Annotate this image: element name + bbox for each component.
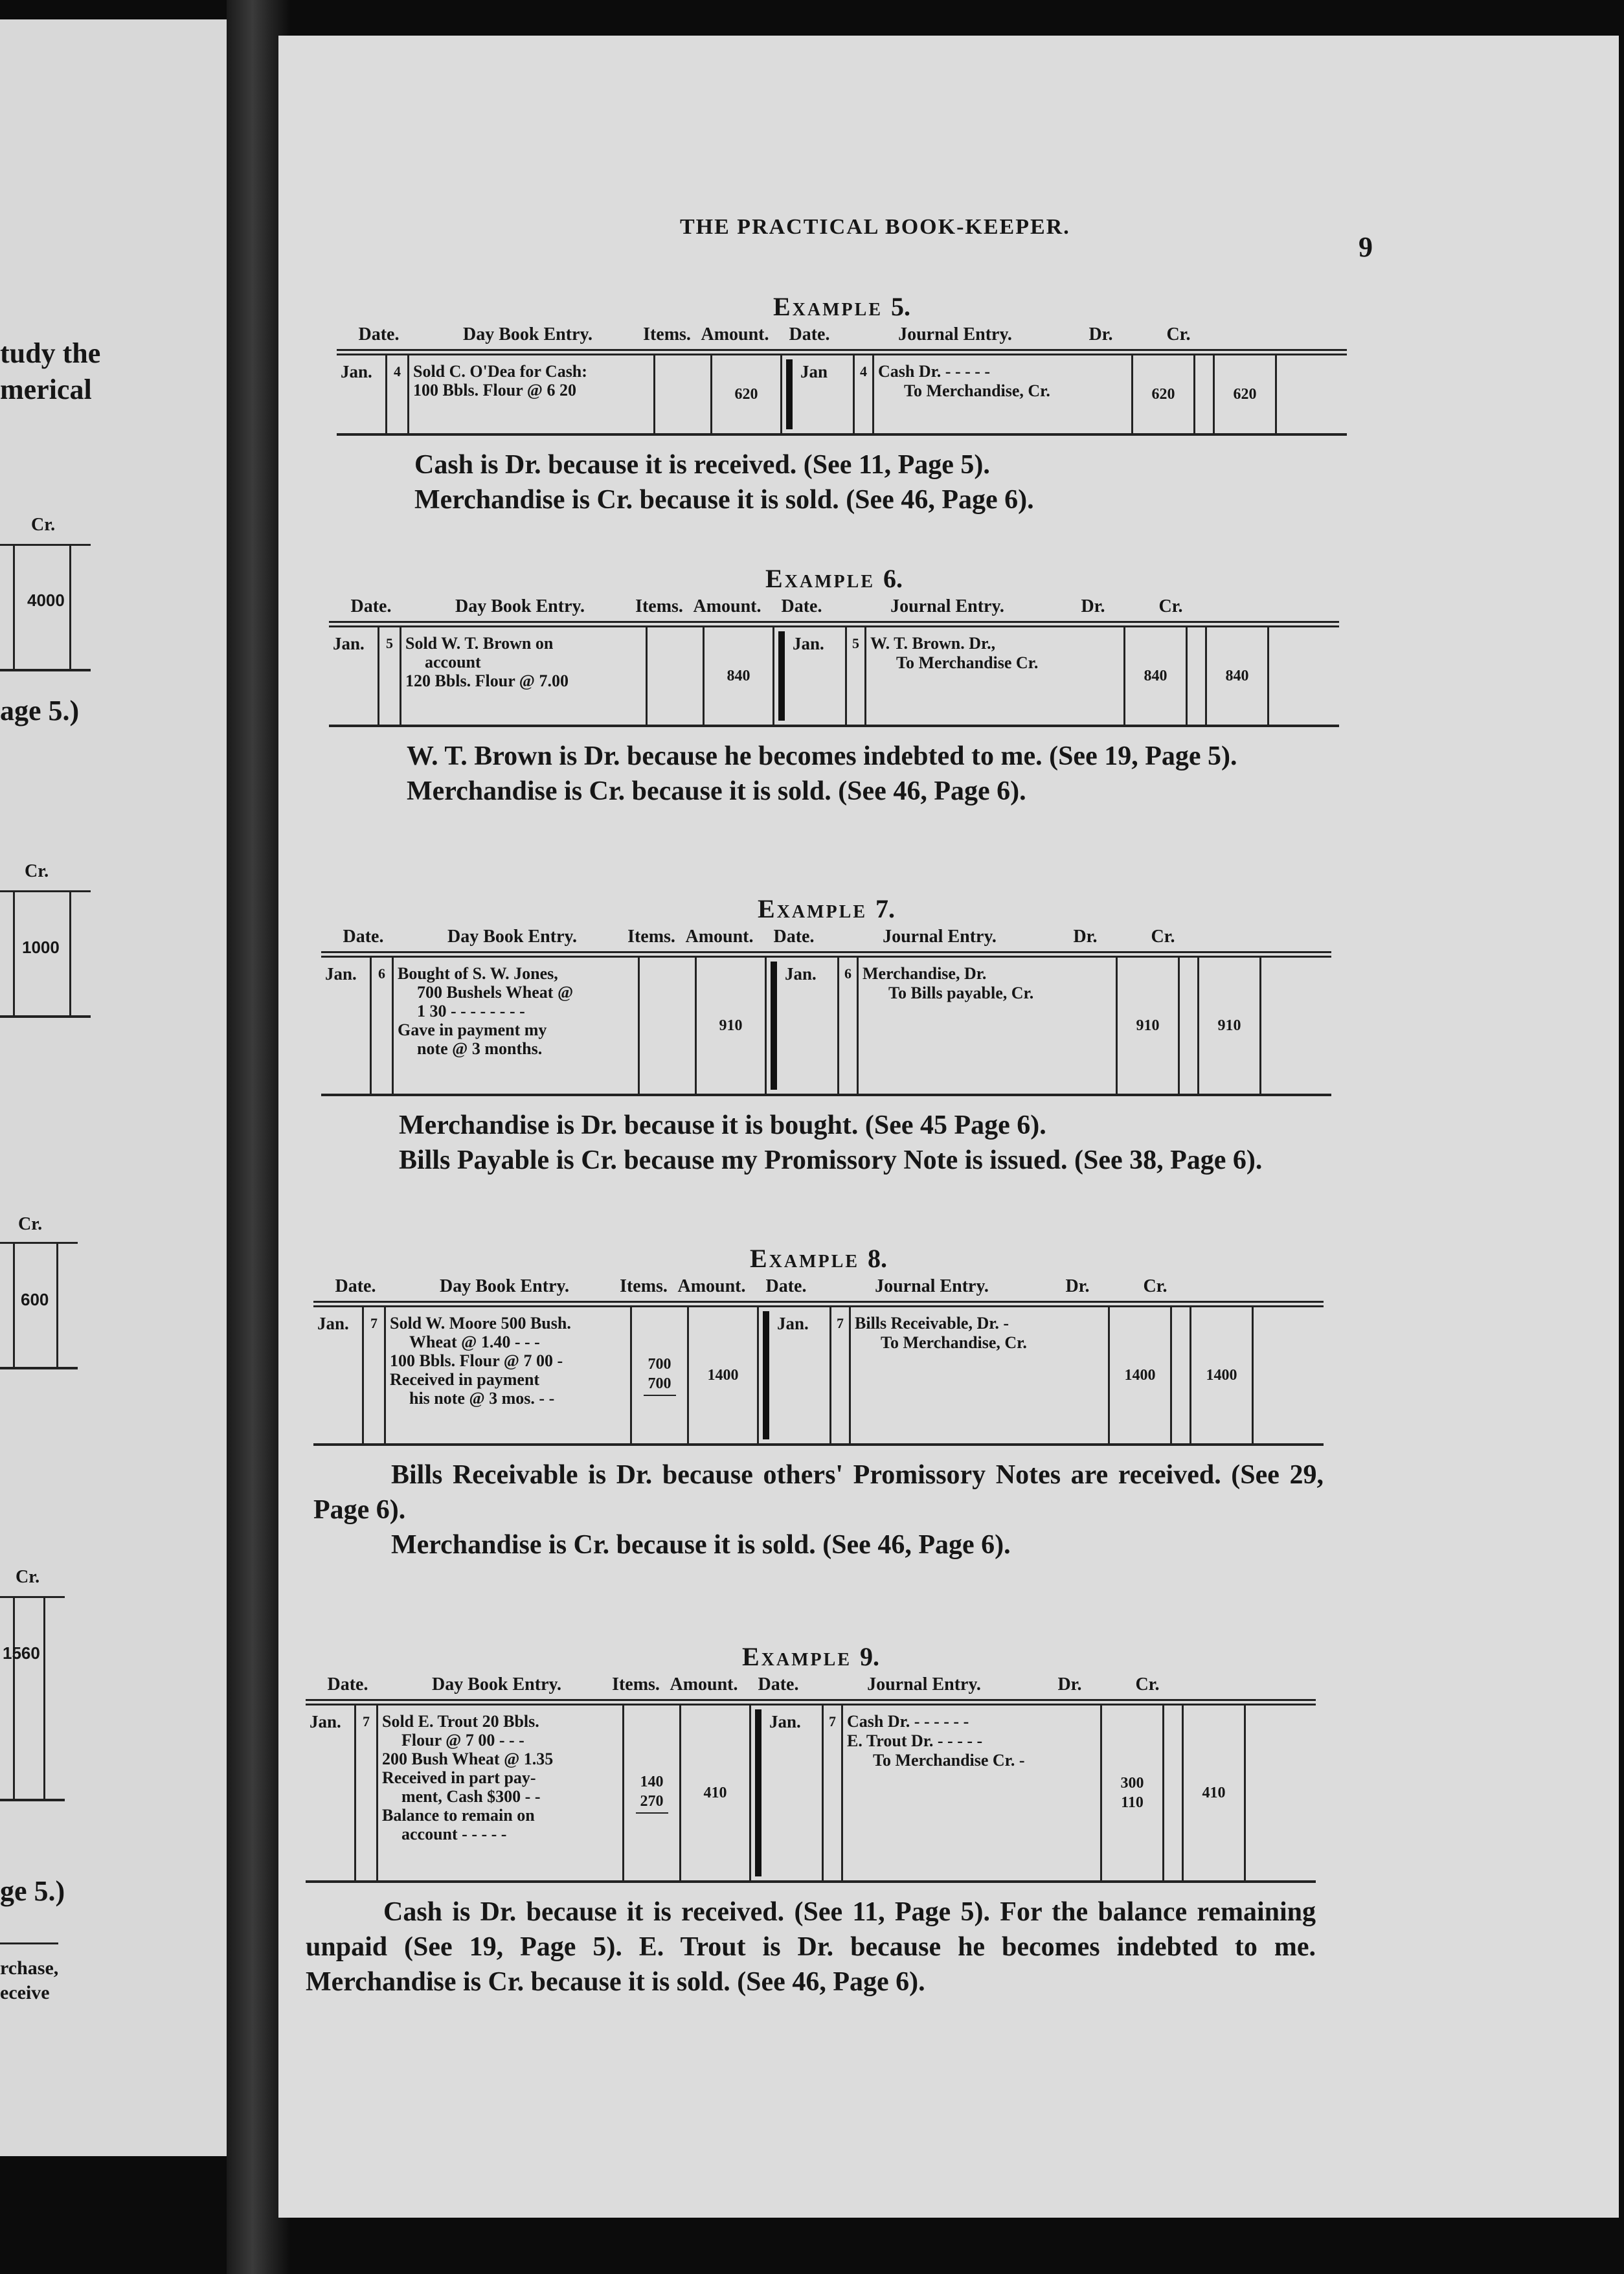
amount-value: 620 (712, 355, 782, 433)
column-gap (1180, 958, 1199, 1094)
entry-month: Jan. (321, 958, 372, 1094)
column-gap (1195, 355, 1215, 433)
example-title (337, 291, 1347, 322)
header-amount: Amount. (701, 324, 769, 344)
left-fragment-2: merical (0, 374, 92, 405)
journal-day: 4 (855, 355, 874, 433)
ledger-row (313, 1305, 1324, 1446)
ledger-row (329, 625, 1339, 727)
left-ledger-box (0, 1596, 65, 1801)
header-date: Date. (350, 596, 392, 616)
debit-column (1125, 627, 1188, 725)
journal-line: To Merchandise Cr. - (873, 1751, 1025, 1770)
day-book-line: 1 30 - - - - - - - - (417, 1002, 525, 1020)
journal-month: Jan. (781, 958, 839, 1094)
example-title-word: Example (765, 564, 875, 593)
day-book-line: Bought of S. W. Jones, (398, 964, 558, 983)
example-title (306, 1641, 1316, 1672)
column-gap (1172, 1307, 1191, 1443)
day-book-line: Sold W. T. Brown on (405, 634, 554, 653)
journal-entry (866, 627, 1125, 725)
left-cr-value: 1560 (3, 1643, 40, 1663)
journal-day: 7 (831, 1307, 851, 1443)
header-journal: Journal Entry. (883, 927, 997, 947)
day-book-line: Received in payment (390, 1370, 540, 1389)
day-book-line: Gave in payment my (398, 1020, 547, 1039)
example-number: 8. (868, 1244, 887, 1273)
example-title-word: Example (757, 894, 867, 923)
day-book-entry (401, 627, 648, 725)
day-book-line: 100 Bbls. Flour @ 6 20 (413, 381, 576, 400)
header-day-book: Day Book Entry. (432, 1674, 561, 1694)
journal-line: To Merchandise, Cr. (881, 1333, 1027, 1352)
day-book-entry (394, 958, 640, 1094)
day-book-line: ment, Cash $300 - - (401, 1787, 541, 1806)
journal-line: To Merchandise Cr. (896, 653, 1039, 672)
explanation (337, 447, 1347, 517)
explanation-paragraph: W. T. Brown is Dr. because he becomes indebted to me. (See 19, Page 5). (407, 741, 1237, 771)
double-rule-divider (786, 359, 793, 429)
header-amount: Amount. (693, 596, 761, 616)
left-rule (0, 1942, 58, 1944)
entry-day: 4 (387, 355, 409, 433)
left-bottom-line-2: eceive (0, 1982, 50, 2003)
items-column (655, 355, 712, 433)
header-date2: Date. (758, 1674, 799, 1694)
journal-entry (874, 355, 1133, 433)
header-day-book: Day Book Entry. (455, 596, 585, 616)
header-cr: Cr. (1166, 324, 1191, 344)
day-book-line: note @ 3 months. (417, 1039, 543, 1058)
example-title (313, 1243, 1324, 1274)
header-date: Date. (358, 324, 400, 344)
journal-day: 5 (847, 627, 866, 725)
entry-day: 7 (356, 1706, 378, 1880)
explanation (313, 1458, 1324, 1562)
journal-line: To Merchandise, Cr. (904, 381, 1050, 400)
credit-value: 840 (1207, 627, 1269, 725)
example-number: 5. (891, 292, 910, 321)
header-journal: Journal Entry. (890, 596, 1004, 616)
item-value: 270 (640, 1793, 664, 1810)
entry-month: Jan. (337, 355, 387, 433)
day-book-line: Wheat @ 1.40 - - - (409, 1333, 540, 1351)
debit-value: 110 (1121, 1794, 1144, 1811)
journal-month: Jan. (773, 1307, 831, 1443)
journal-entry (851, 1307, 1110, 1443)
ledger-column-headers (306, 1674, 1316, 1701)
explanation-paragraph: Merchandise is Cr. because it is sold. (See 46, Page 6). (391, 1530, 1011, 1560)
double-rule-divider (763, 1311, 769, 1439)
header-dr: Dr. (1073, 927, 1098, 947)
left-cr-value: 4000 (27, 591, 65, 610)
double-rule-divider (778, 631, 785, 721)
ledger-column-headers (337, 324, 1347, 351)
debit-value: 1400 (1124, 1367, 1156, 1384)
journal-day: 6 (839, 958, 859, 1094)
explanation-paragraph: Cash is Dr. because it is received. (See 11, Page 5). (414, 450, 990, 480)
journal-day: 7 (824, 1706, 843, 1880)
items-sum-rule (644, 1395, 676, 1396)
entry-month: Jan. (313, 1307, 364, 1443)
journal-line: To Bills payable, Cr. (888, 984, 1034, 1002)
example-title (329, 563, 1339, 594)
left-cr-label: Cr. (25, 861, 49, 881)
ledger-row (306, 1704, 1316, 1883)
explanation-paragraph: Merchandise is Cr. because it is sold. (See 46, Page 6). (414, 485, 1034, 515)
journal-line: Merchandise, Dr. (863, 964, 987, 983)
day-book-line: Flour @ 7 00 - - - (401, 1731, 524, 1750)
header-journal: Journal Entry. (875, 1276, 989, 1296)
credit-value: 1400 (1191, 1307, 1254, 1443)
debit-column (1133, 355, 1195, 433)
debit-value: 620 (1151, 386, 1175, 403)
example-title-word: Example (741, 1642, 851, 1671)
header-items: Items. (635, 596, 683, 616)
explanation (329, 739, 1339, 809)
header-date: Date. (335, 1276, 376, 1296)
day-book-line: 120 Bbls. Flour @ 7.00 (405, 671, 569, 690)
day-book-entry (378, 1706, 624, 1880)
day-book-line: Sold C. O'Dea for Cash: (413, 362, 587, 381)
left-cr-value: 1000 (22, 938, 60, 957)
day-book-line: 700 Bushels Wheat @ (417, 983, 574, 1002)
debit-column (1102, 1706, 1164, 1880)
day-book-entry (386, 1307, 632, 1443)
left-fragment-1: tudy the (0, 337, 101, 369)
day-book-line: his note @ 3 mos. - - (409, 1389, 555, 1408)
day-book-line: account - - - - - (401, 1825, 507, 1843)
page-number: 9 (1359, 231, 1373, 263)
header-amount: Amount. (670, 1674, 738, 1694)
example-block (313, 1237, 1324, 1562)
example-number: 9. (860, 1642, 879, 1671)
journal-month: Jan. (765, 1706, 824, 1880)
ledger-row (321, 956, 1331, 1096)
header-dr: Dr. (1057, 1674, 1082, 1694)
items-column (624, 1706, 681, 1880)
left-cr-value: 600 (21, 1290, 49, 1309)
items-column (640, 958, 697, 1094)
journal-entry (859, 958, 1118, 1094)
explanation-paragraph: Bills Payable is Cr. because my Promissory Note is issued. (See 38, Page 6). (399, 1145, 1263, 1175)
amount-value: 910 (697, 958, 767, 1094)
header-dr: Dr. (1088, 324, 1113, 344)
explanation-paragraph: Merchandise is Cr. because it is sold. (See 46, Page 6). (407, 776, 1026, 806)
header-items: Items. (627, 927, 675, 947)
day-book-line: 200 Bush Wheat @ 1.35 (382, 1750, 554, 1768)
debit-value: 910 (1136, 1017, 1160, 1034)
debit-column (1110, 1307, 1172, 1443)
journal-line: E. Trout Dr. - - - - - (847, 1731, 983, 1750)
entry-month: Jan. (306, 1706, 356, 1880)
credit-value: 910 (1199, 958, 1261, 1094)
header-date: Date. (327, 1674, 368, 1694)
header-journal: Journal Entry. (898, 324, 1012, 344)
header-journal: Journal Entry. (867, 1674, 981, 1694)
example-number: 6. (883, 564, 903, 593)
header-dr: Dr. (1081, 596, 1105, 616)
double-rule-divider (755, 1709, 761, 1876)
journal-month: Jan (796, 355, 855, 433)
left-cr-label: Cr. (16, 1567, 40, 1587)
left-page-ref: age 5.) (0, 695, 80, 726)
left-cr-label: Cr. (18, 1214, 43, 1234)
header-date2: Date. (781, 596, 822, 616)
item-value: 700 (648, 1375, 671, 1392)
day-book-line: Balance to remain on (382, 1806, 535, 1825)
explanation-paragraph: Merchandise is Dr. because it is bought. (See 45 Page 6). (399, 1110, 1046, 1140)
journal-month: Jan. (789, 627, 847, 725)
example-block (306, 1635, 1316, 1999)
items-sum-rule (636, 1812, 668, 1814)
header-amount: Amount. (685, 927, 754, 947)
header-day-book: Day Book Entry. (440, 1276, 569, 1296)
explanation (321, 1108, 1331, 1178)
header-cr: Cr. (1135, 1674, 1160, 1694)
credit-value: 620 (1215, 355, 1277, 433)
day-book-line: account (425, 653, 481, 671)
example-block (321, 887, 1331, 1178)
journal-line: Cash Dr. - - - - - - (847, 1712, 969, 1731)
example-number: 7. (875, 894, 895, 923)
items-column (648, 627, 705, 725)
left-page-ref: ge 5.) (0, 1875, 65, 1907)
header-day-book: Day Book Entry. (447, 927, 577, 947)
amount-value: 1400 (689, 1307, 759, 1443)
ledger-column-headers (313, 1276, 1324, 1303)
header-items: Items. (620, 1276, 668, 1296)
example-title-word: Example (773, 292, 883, 321)
day-book-line: Sold W. Moore 500 Bush. (390, 1314, 571, 1333)
ledger-column-headers (329, 596, 1339, 623)
header-cr: Cr. (1158, 596, 1183, 616)
entry-day: 5 (379, 627, 401, 725)
header-day-book: Day Book Entry. (463, 324, 592, 344)
debit-column (1118, 958, 1180, 1094)
example-block (337, 285, 1347, 517)
explanation (306, 1895, 1316, 1999)
item-value: 700 (648, 1356, 671, 1373)
items-column (632, 1307, 689, 1443)
header-amount: Amount. (677, 1276, 746, 1296)
header-dr: Dr. (1065, 1276, 1090, 1296)
entry-month: Jan. (329, 627, 379, 725)
journal-line: W. T. Brown. Dr., (870, 634, 996, 653)
debit-value: 840 (1144, 668, 1167, 684)
column-gap (1188, 627, 1207, 725)
header-cr: Cr. (1151, 927, 1175, 947)
example-title (321, 894, 1331, 924)
day-book-entry (409, 355, 655, 433)
explanation-paragraph: Bills Receivable is Dr. because others' Promissory Notes are received. (See 29, Page 6). (313, 1460, 1324, 1525)
header-date2: Date. (789, 324, 830, 344)
left-cr-label: Cr. (31, 515, 56, 535)
header-cr: Cr. (1143, 1276, 1167, 1296)
header-date: Date. (343, 927, 384, 947)
day-book-line: Sold E. Trout 20 Bbls. (382, 1712, 539, 1731)
entry-day: 6 (372, 958, 394, 1094)
header-items: Items. (612, 1674, 660, 1694)
left-bottom-line-1: rchase, (0, 1957, 59, 1979)
header-date2: Date. (765, 1276, 807, 1296)
ledger-column-headers (321, 927, 1331, 953)
item-value: 140 (640, 1773, 664, 1790)
entry-day: 7 (364, 1307, 386, 1443)
column-gap (1164, 1706, 1184, 1880)
double-rule-divider (771, 962, 777, 1090)
debit-value: 300 (1120, 1775, 1144, 1792)
journal-line: Cash Dr. - - - - - (878, 362, 991, 381)
explanation-paragraph: Cash is Dr. because it is received. (See 11, Page 5). For the balance remaining unpaid (See 19, Page 5). E. Trout is Dr. because he becomes indebted to me. Merchandise is Cr. because it is sold. (See 46, Page 6). (306, 1897, 1316, 1997)
example-title-word: Example (749, 1244, 859, 1273)
example-block (329, 557, 1339, 809)
running-title: THE PRACTICAL BOOK-KEEPER. (680, 215, 1070, 239)
journal-entry (843, 1706, 1102, 1880)
amount-value: 840 (705, 627, 774, 725)
credit-value: 410 (1184, 1706, 1246, 1880)
day-book-line: Received in part pay- (382, 1768, 536, 1787)
header-date2: Date. (773, 927, 815, 947)
amount-value: 410 (681, 1706, 751, 1880)
journal-line: Bills Receivable, Dr. - (855, 1314, 1009, 1333)
header-items: Items. (643, 324, 691, 344)
ledger-row (337, 354, 1347, 436)
day-book-line: 100 Bbls. Flour @ 7 00 - (390, 1351, 563, 1370)
